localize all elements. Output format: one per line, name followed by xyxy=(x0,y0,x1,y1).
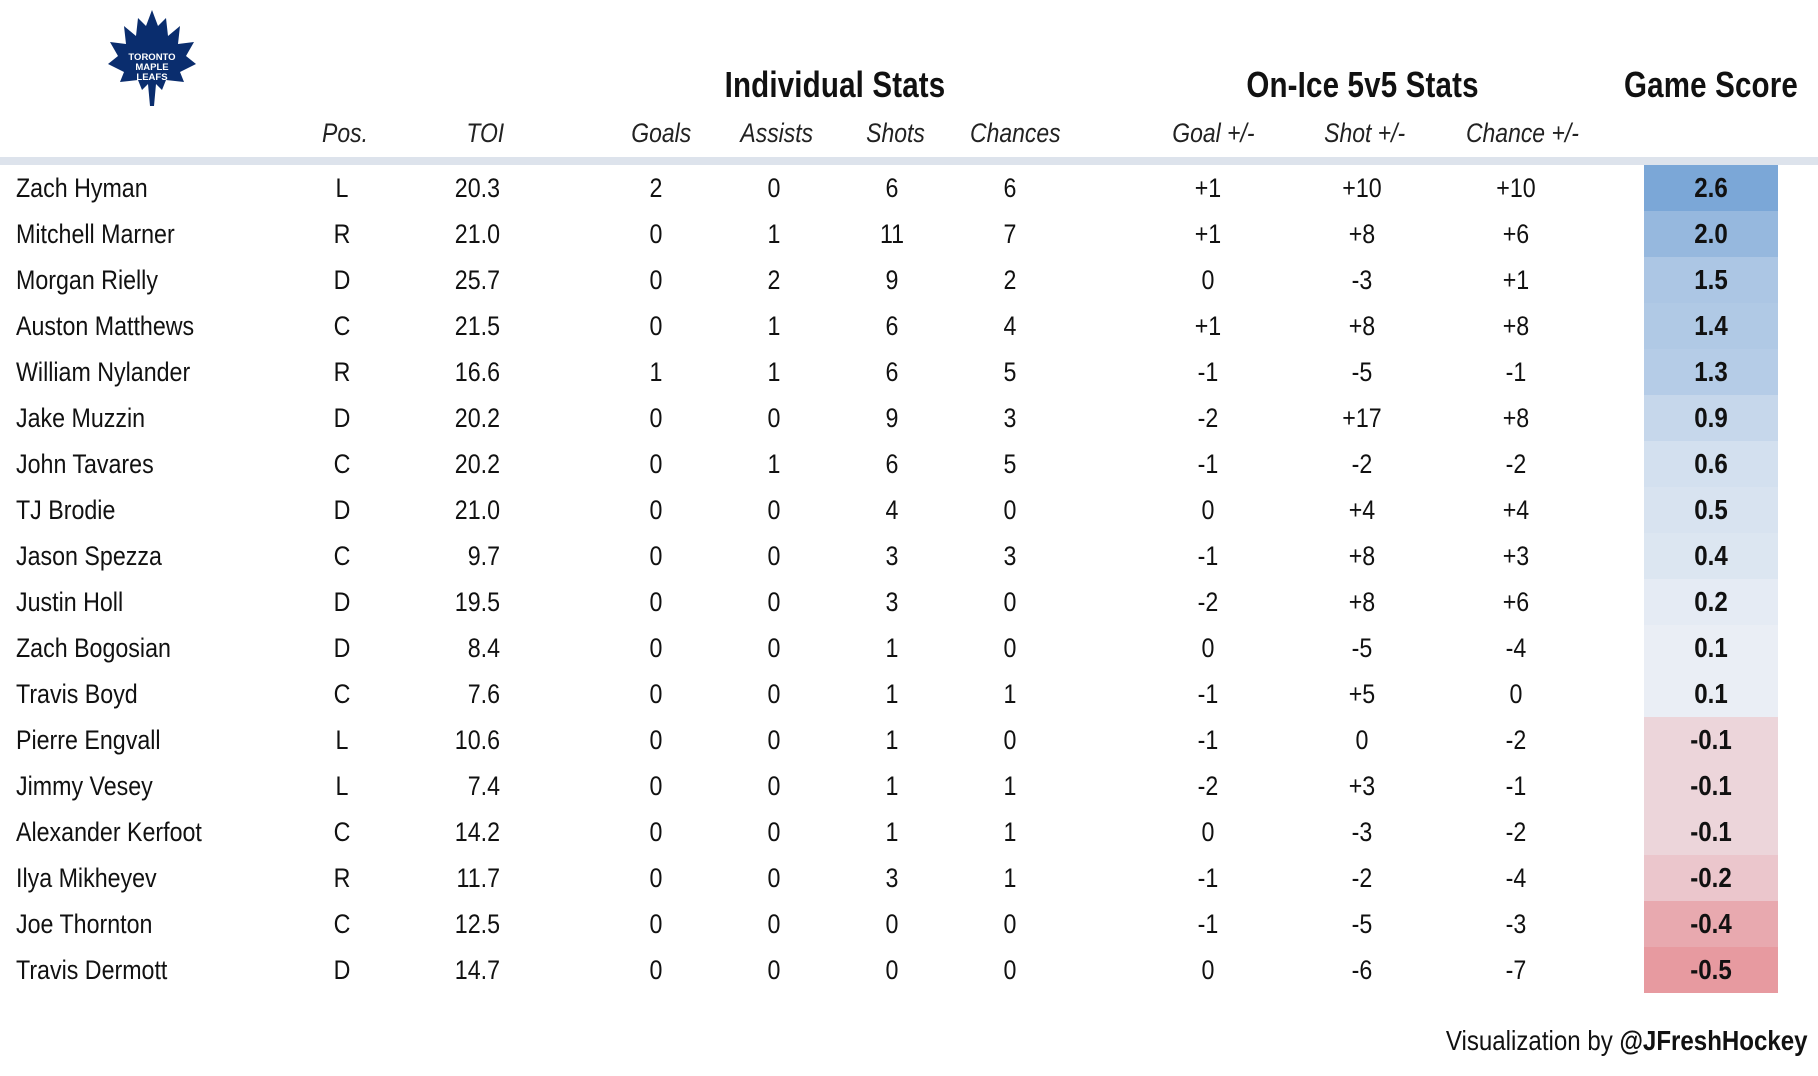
cell-player: Zach Hyman xyxy=(16,173,148,203)
cell-chances: 3 xyxy=(1003,541,1017,571)
maple-leaf-icon xyxy=(106,8,198,108)
cell-shots: 1 xyxy=(885,679,899,709)
cell-assists: 0 xyxy=(767,587,781,617)
cell-chances: 1 xyxy=(1003,817,1017,847)
cell-goal-pm: -1 xyxy=(1197,863,1219,893)
cell-goal-pm: 0 xyxy=(1201,495,1215,525)
cell-toi: 20.3 xyxy=(454,173,500,203)
cell-pos: C xyxy=(333,679,351,709)
cell-toi: 16.6 xyxy=(454,357,500,387)
cell-shots: 1 xyxy=(885,771,899,801)
cell-chances: 5 xyxy=(1003,449,1017,479)
cell-toi: 12.5 xyxy=(454,909,500,939)
cell-chance-pm: -2 xyxy=(1505,449,1527,479)
cell-shots: 3 xyxy=(885,863,899,893)
cell-pos: D xyxy=(333,403,351,433)
header-goal-pm: Goal +/- xyxy=(1172,118,1255,148)
cell-player: Zach Bogosian xyxy=(16,633,171,663)
cell-shot-pm: +10 xyxy=(1342,173,1382,203)
cell-pos: R xyxy=(333,357,351,387)
cell-goal-pm: -2 xyxy=(1197,403,1219,433)
cell-toi: 14.2 xyxy=(454,817,500,847)
cell-chance-pm: -7 xyxy=(1505,955,1527,985)
cell-goal-pm: 0 xyxy=(1201,633,1215,663)
cell-shot-pm: +5 xyxy=(1348,679,1376,709)
cell-toi: 7.4 xyxy=(467,771,500,801)
cell-assists: 0 xyxy=(767,495,781,525)
cell-assists: 0 xyxy=(767,725,781,755)
cell-shots: 6 xyxy=(885,357,899,387)
cell-shots: 9 xyxy=(885,403,899,433)
cell-assists: 1 xyxy=(767,311,781,341)
cell-pos: D xyxy=(333,633,351,663)
game-score-value: 0.6 xyxy=(1694,448,1728,479)
cell-goals: 0 xyxy=(649,311,663,341)
credit-line xyxy=(1446,1025,1808,1057)
cell-player: Jason Spezza xyxy=(16,541,162,571)
table-row xyxy=(0,809,1818,855)
cell-shot-pm: +17 xyxy=(1342,403,1382,433)
on-ice-stats-title: On-Ice 5v5 Stats xyxy=(1246,64,1479,105)
table-row xyxy=(0,671,1818,717)
game-score-value: 0.9 xyxy=(1694,402,1728,433)
cell-goals: 0 xyxy=(649,265,663,295)
cell-pos: D xyxy=(333,265,351,295)
cell-assists: 0 xyxy=(767,771,781,801)
cell-chances: 0 xyxy=(1003,587,1017,617)
cell-goals: 0 xyxy=(649,541,663,571)
table-row xyxy=(0,625,1818,671)
header-chance-pm: Chance +/- xyxy=(1465,118,1579,148)
cell-chance-pm: -1 xyxy=(1505,771,1527,801)
cell-chances: 0 xyxy=(1003,955,1017,985)
cell-shot-pm: -5 xyxy=(1351,633,1373,663)
cell-shot-pm: -2 xyxy=(1351,449,1373,479)
cell-chances: 1 xyxy=(1003,679,1017,709)
game-score-value: -0.1 xyxy=(1690,724,1732,755)
cell-player: William Nylander xyxy=(16,357,191,387)
table-row xyxy=(0,579,1818,625)
cell-goals: 0 xyxy=(649,449,663,479)
cell-assists: 1 xyxy=(767,449,781,479)
cell-toi: 19.5 xyxy=(454,587,500,617)
cell-player: TJ Brodie xyxy=(16,495,116,525)
cell-goal-pm: +1 xyxy=(1194,311,1222,341)
header-divider xyxy=(0,157,1818,165)
cell-pos: C xyxy=(333,909,351,939)
cell-shot-pm: +8 xyxy=(1348,587,1376,617)
game-score-value: 2.0 xyxy=(1694,218,1728,249)
table-row xyxy=(0,441,1818,487)
cell-goal-pm: -1 xyxy=(1197,909,1219,939)
cell-assists: 0 xyxy=(767,679,781,709)
game-score-value: -0.5 xyxy=(1690,954,1732,985)
cell-shot-pm: +8 xyxy=(1348,311,1376,341)
cell-assists: 0 xyxy=(767,863,781,893)
cell-chances: 5 xyxy=(1003,357,1017,387)
cell-goal-pm: -1 xyxy=(1197,541,1219,571)
cell-toi: 9.7 xyxy=(467,541,500,571)
cell-player: Jimmy Vesey xyxy=(16,771,153,801)
table-row xyxy=(0,717,1818,763)
cell-pos: D xyxy=(333,587,351,617)
cell-shots: 1 xyxy=(885,725,899,755)
logo-text-3: LEAFS xyxy=(136,72,168,83)
table-row xyxy=(0,947,1818,993)
table-row xyxy=(0,855,1818,901)
logo-text-1: TORONTO xyxy=(128,52,176,63)
cell-toi: 21.5 xyxy=(454,311,500,341)
cell-assists: 0 xyxy=(767,403,781,433)
cell-assists: 0 xyxy=(767,173,781,203)
cell-shots: 4 xyxy=(885,495,899,525)
cell-chances: 1 xyxy=(1003,863,1017,893)
cell-goal-pm: -1 xyxy=(1197,679,1219,709)
cell-goals: 0 xyxy=(649,955,663,985)
cell-assists: 0 xyxy=(767,909,781,939)
cell-goal-pm: -1 xyxy=(1197,449,1219,479)
table-row xyxy=(0,165,1818,211)
cell-chance-pm: -2 xyxy=(1505,817,1527,847)
cell-player: Morgan Rielly xyxy=(16,265,158,295)
cell-toi: 7.6 xyxy=(467,679,500,709)
cell-chances: 0 xyxy=(1003,495,1017,525)
cell-toi: 20.2 xyxy=(454,449,500,479)
cell-shot-pm: +4 xyxy=(1348,495,1376,525)
cell-chance-pm: -3 xyxy=(1505,909,1527,939)
cell-chances: 4 xyxy=(1003,311,1017,341)
cell-shots: 1 xyxy=(885,817,899,847)
cell-shot-pm: -6 xyxy=(1351,955,1373,985)
cell-player: Alexander Kerfoot xyxy=(16,817,202,847)
table-row xyxy=(0,211,1818,257)
cell-pos: R xyxy=(333,863,351,893)
game-score-value: 0.2 xyxy=(1694,586,1728,617)
game-score-value: 0.1 xyxy=(1694,632,1728,663)
credit-handle: @JFreshHockey xyxy=(1619,1025,1808,1056)
cell-pos: D xyxy=(333,955,351,985)
cell-goals: 0 xyxy=(649,219,663,249)
game-score-value: 1.3 xyxy=(1694,356,1728,387)
cell-goals: 0 xyxy=(649,909,663,939)
header-toi: TOI xyxy=(466,118,505,148)
header-goals: Goals xyxy=(631,118,692,148)
header-shots: Shots xyxy=(866,118,925,148)
cell-pos: C xyxy=(333,311,351,341)
cell-chance-pm: -2 xyxy=(1505,725,1527,755)
cell-pos: D xyxy=(333,495,351,525)
table-row xyxy=(0,395,1818,441)
cell-chances: 6 xyxy=(1003,173,1017,203)
cell-chances: 1 xyxy=(1003,771,1017,801)
individual-stats-title: Individual Stats xyxy=(724,64,946,105)
table-row xyxy=(0,763,1818,809)
cell-assists: 0 xyxy=(767,817,781,847)
cell-assists: 0 xyxy=(767,541,781,571)
cell-player: Auston Matthews xyxy=(16,311,195,341)
cell-player: Travis Boyd xyxy=(16,679,138,709)
game-score-value: -0.4 xyxy=(1690,908,1732,939)
game-score-value: 0.1 xyxy=(1694,678,1728,709)
table-row xyxy=(0,349,1818,395)
cell-pos: C xyxy=(333,541,351,571)
cell-goals: 0 xyxy=(649,771,663,801)
cell-player: Travis Dermott xyxy=(16,955,168,985)
cell-chance-pm: +6 xyxy=(1502,219,1530,249)
cell-goals: 0 xyxy=(649,679,663,709)
table-row xyxy=(0,533,1818,579)
cell-goal-pm: -1 xyxy=(1197,357,1219,387)
cell-shots: 9 xyxy=(885,265,899,295)
cell-player: Pierre Engvall xyxy=(16,725,161,755)
cell-chance-pm: 0 xyxy=(1509,679,1523,709)
cell-shot-pm: +3 xyxy=(1348,771,1376,801)
cell-chance-pm: +3 xyxy=(1502,541,1530,571)
cell-shots: 0 xyxy=(885,909,899,939)
cell-shot-pm: -5 xyxy=(1351,909,1373,939)
cell-pos: C xyxy=(333,817,351,847)
table-row xyxy=(0,487,1818,533)
cell-goal-pm: +1 xyxy=(1194,219,1222,249)
game-score-value: 1.5 xyxy=(1694,264,1728,295)
header-shot-pm: Shot +/- xyxy=(1324,118,1406,148)
cell-shots: 0 xyxy=(885,955,899,985)
cell-goals: 0 xyxy=(649,587,663,617)
cell-goals: 0 xyxy=(649,403,663,433)
cell-shots: 1 xyxy=(885,633,899,663)
cell-pos: L xyxy=(335,725,349,755)
cell-goals: 0 xyxy=(649,863,663,893)
cell-chance-pm: +8 xyxy=(1502,311,1530,341)
cell-chances: 0 xyxy=(1003,909,1017,939)
cell-shots: 3 xyxy=(885,587,899,617)
cell-assists: 1 xyxy=(767,357,781,387)
cell-shot-pm: -5 xyxy=(1351,357,1373,387)
cell-chance-pm: -4 xyxy=(1505,863,1527,893)
cell-shot-pm: +8 xyxy=(1348,541,1376,571)
cell-assists: 0 xyxy=(767,633,781,663)
credit-prefix: Visualization by xyxy=(1446,1025,1620,1056)
cell-goals: 0 xyxy=(649,495,663,525)
cell-toi: 25.7 xyxy=(454,265,500,295)
cell-goal-pm: +1 xyxy=(1194,173,1222,203)
cell-player: Ilya Mikheyev xyxy=(16,863,157,893)
cell-shot-pm: -3 xyxy=(1351,265,1373,295)
header-chances: Chances xyxy=(969,118,1061,148)
cell-shots: 6 xyxy=(885,311,899,341)
cell-toi: 8.4 xyxy=(467,633,500,663)
cell-player: Mitchell Marner xyxy=(16,219,175,249)
cell-goals: 1 xyxy=(649,357,663,387)
cell-chance-pm: +8 xyxy=(1502,403,1530,433)
game-score-value: -0.1 xyxy=(1690,816,1732,847)
cell-chances: 0 xyxy=(1003,725,1017,755)
cell-goal-pm: -2 xyxy=(1197,771,1219,801)
game-score-value: 2.6 xyxy=(1694,172,1728,203)
cell-chance-pm: +1 xyxy=(1502,265,1530,295)
game-score-title: Game Score xyxy=(1624,64,1798,105)
header-pos: Pos. xyxy=(322,118,368,148)
cell-toi: 21.0 xyxy=(454,219,500,249)
cell-assists: 1 xyxy=(767,219,781,249)
cell-chance-pm: +4 xyxy=(1502,495,1530,525)
cell-toi: 10.6 xyxy=(454,725,500,755)
cell-player: Justin Holl xyxy=(16,587,124,617)
cell-pos: L xyxy=(335,771,349,801)
cell-toi: 14.7 xyxy=(454,955,500,985)
cell-toi: 21.0 xyxy=(454,495,500,525)
cell-shots: 6 xyxy=(885,173,899,203)
cell-chance-pm: +10 xyxy=(1496,173,1536,203)
cell-goals: 0 xyxy=(649,725,663,755)
cell-assists: 0 xyxy=(767,955,781,985)
cell-shot-pm: +8 xyxy=(1348,219,1376,249)
cell-shot-pm: -3 xyxy=(1351,817,1373,847)
table-row xyxy=(0,303,1818,349)
cell-chance-pm: -4 xyxy=(1505,633,1527,663)
game-score-value: 1.4 xyxy=(1694,310,1728,341)
cell-goal-pm: -2 xyxy=(1197,587,1219,617)
cell-pos: C xyxy=(333,449,351,479)
table-row xyxy=(0,901,1818,947)
game-score-value: -0.1 xyxy=(1690,770,1732,801)
cell-shot-pm: 0 xyxy=(1355,725,1369,755)
cell-goal-pm: 0 xyxy=(1201,817,1215,847)
cell-toi: 11.7 xyxy=(456,863,500,893)
game-score-value: -0.2 xyxy=(1690,862,1732,893)
cell-goals: 0 xyxy=(649,817,663,847)
cell-shots: 11 xyxy=(879,219,905,249)
cell-chances: 2 xyxy=(1003,265,1017,295)
logo-text-2: MAPLE xyxy=(135,62,169,73)
cell-player: John Tavares xyxy=(16,449,154,479)
cell-player: Joe Thornton xyxy=(16,909,153,939)
cell-player: Jake Muzzin xyxy=(16,403,146,433)
cell-goal-pm: 0 xyxy=(1201,955,1215,985)
cell-goal-pm: -1 xyxy=(1197,725,1219,755)
header-assists: Assists xyxy=(740,118,814,148)
table-row xyxy=(0,257,1818,303)
cell-shots: 6 xyxy=(885,449,899,479)
cell-goal-pm: 0 xyxy=(1201,265,1215,295)
cell-assists: 2 xyxy=(767,265,781,295)
cell-chance-pm: -1 xyxy=(1505,357,1527,387)
cell-chances: 0 xyxy=(1003,633,1017,663)
team-logo xyxy=(106,8,198,108)
cell-toi: 20.2 xyxy=(454,403,500,433)
cell-goals: 2 xyxy=(649,173,663,203)
cell-shots: 3 xyxy=(885,541,899,571)
cell-pos: L xyxy=(335,173,349,203)
cell-chances: 3 xyxy=(1003,403,1017,433)
cell-pos: R xyxy=(333,219,351,249)
cell-chance-pm: +6 xyxy=(1502,587,1530,617)
cell-shot-pm: -2 xyxy=(1351,863,1373,893)
cell-chances: 7 xyxy=(1003,219,1017,249)
game-score-value: 0.4 xyxy=(1694,540,1728,571)
cell-goals: 0 xyxy=(649,633,663,663)
game-score-value: 0.5 xyxy=(1694,494,1728,525)
